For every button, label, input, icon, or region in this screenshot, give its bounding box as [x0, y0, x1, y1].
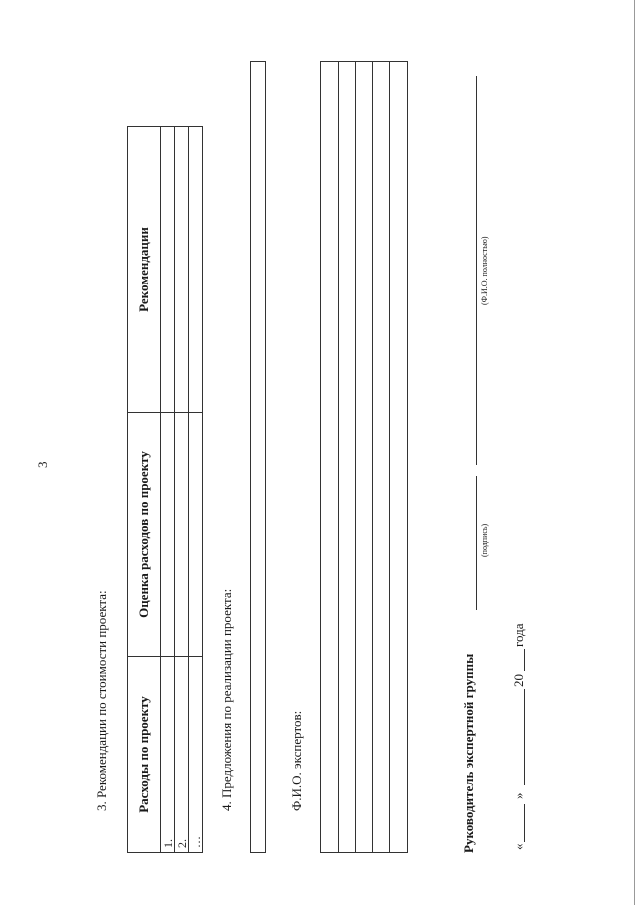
- cost-table-header-recommendations: Рекомендации: [128, 127, 161, 413]
- section-3-heading: 3. Рекомендации по стоимости проекта:: [94, 590, 109, 811]
- table-row: [390, 62, 408, 853]
- table-cell: [321, 62, 339, 853]
- table-cell: [356, 62, 373, 853]
- signature-role: Руководитель экспертной группы: [461, 653, 476, 853]
- table-row: [175, 127, 189, 853]
- experts-table: [320, 61, 408, 853]
- table-cell: [339, 62, 356, 853]
- table-cell: [373, 62, 390, 853]
- table-row: [373, 62, 390, 853]
- experts-heading: Ф.И.О. экспертов:: [289, 710, 304, 811]
- cost-table-header-expenses: Расходы по проекту: [128, 657, 161, 853]
- year-suffix: года: [511, 623, 526, 647]
- date-open-quote: «: [511, 843, 526, 850]
- cost-table: [127, 126, 203, 853]
- cost-table-header: [128, 127, 161, 853]
- name-line: [476, 76, 477, 465]
- table-row: [356, 62, 373, 853]
- proposals-field: [250, 61, 266, 853]
- table-row: [321, 62, 339, 853]
- table-cell: …: [189, 657, 203, 853]
- table-row: [161, 127, 175, 853]
- section-4-heading: 4. Предложения по реализации проекта:: [219, 588, 234, 811]
- table-cell: [189, 413, 203, 657]
- table-cell: [161, 413, 175, 657]
- table-cell: [161, 127, 175, 413]
- table-cell: 1.: [161, 657, 175, 853]
- month-line: [524, 689, 525, 785]
- table-row: [189, 127, 203, 853]
- year-line: [524, 649, 525, 671]
- date-close-quote: »: [511, 792, 526, 799]
- signature-line: [476, 476, 477, 610]
- year-prefix: 20: [511, 674, 526, 687]
- table-cell: [175, 127, 189, 413]
- table-cell: [189, 127, 203, 413]
- table-row: [339, 62, 356, 853]
- cost-table-header-estimate: Оценка расходов по проекту: [128, 413, 161, 657]
- table-cell: 2.: [175, 657, 189, 853]
- page-number: 3: [35, 461, 50, 468]
- table-cell: [175, 413, 189, 657]
- table-cell: [390, 62, 408, 853]
- name-caption: (Ф.И.О. полностью): [480, 236, 489, 305]
- day-line: [524, 804, 525, 842]
- signature-caption: (подпись): [480, 523, 489, 557]
